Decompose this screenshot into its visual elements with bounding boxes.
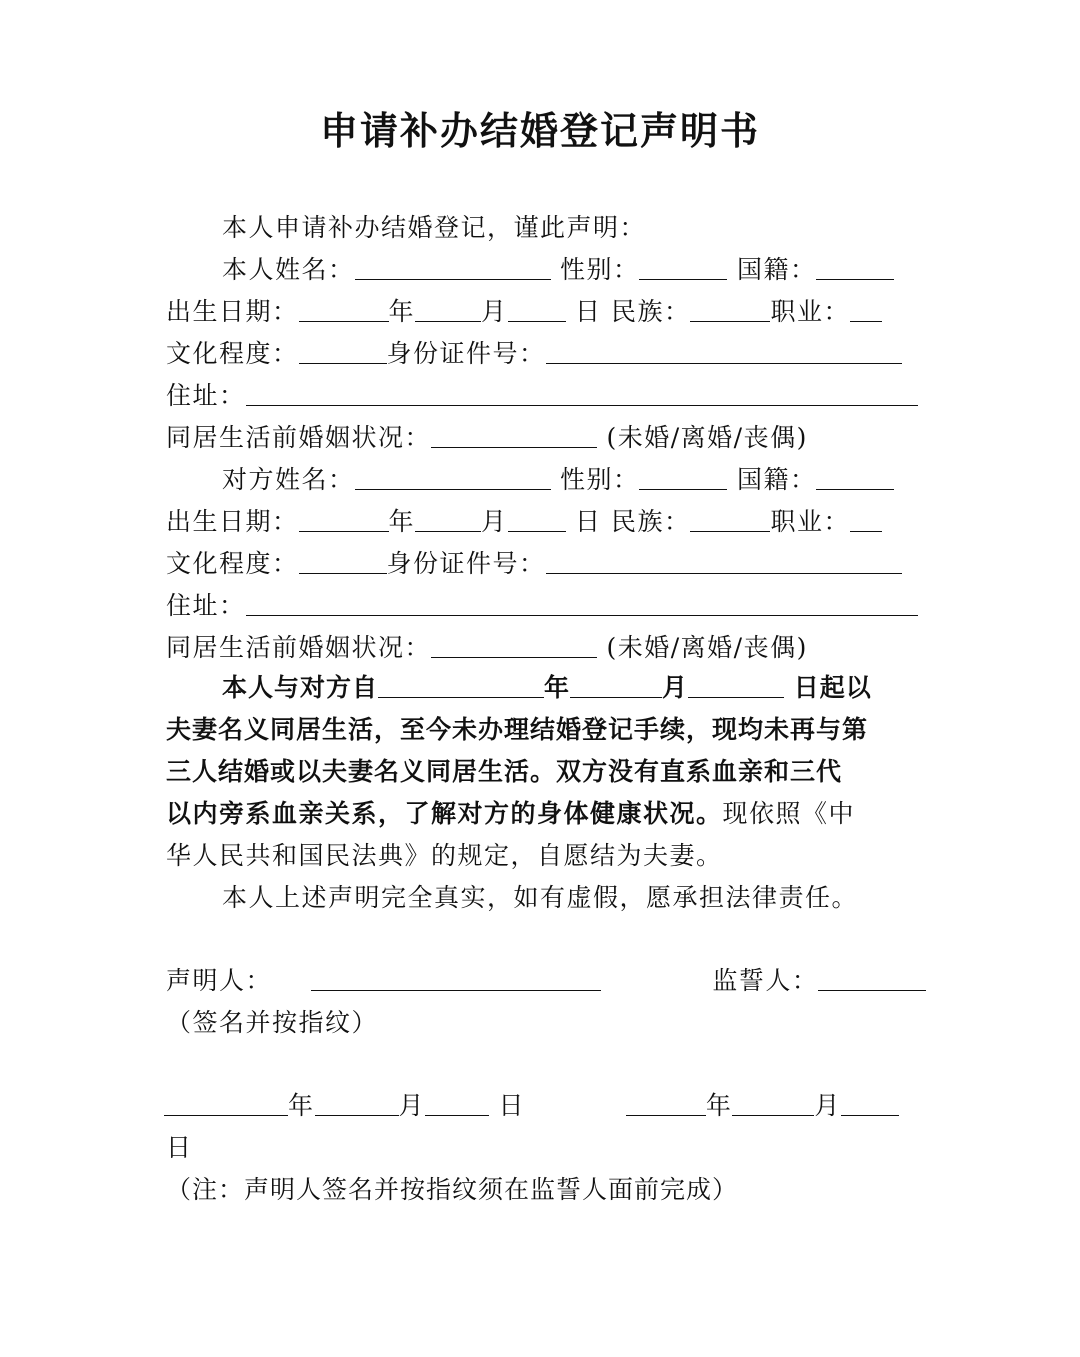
partner-name-blank[interactable] bbox=[355, 463, 551, 490]
cohabit-line-3: 三人结婚或以夫妻名义同居生活。双方没有直系血亲和三代 bbox=[166, 757, 843, 786]
supervisor-day-label: 日 bbox=[166, 1133, 193, 1162]
self-birth-year-blank[interactable] bbox=[299, 295, 389, 322]
self-education-label: 文化程度： bbox=[166, 339, 299, 368]
partner-month-label: 月 bbox=[481, 507, 508, 536]
cohabit-line-5: 华人民共和国民法典》的规定，自愿结为夫妻。 bbox=[166, 841, 723, 870]
partner-education-blank[interactable] bbox=[299, 547, 387, 574]
partner-birth-label: 出生日期： bbox=[166, 507, 299, 536]
cohabit-suffix: 日起以 bbox=[793, 673, 872, 702]
supervisor-label: 监誓人： bbox=[712, 966, 819, 995]
self-birth-month-blank[interactable] bbox=[415, 295, 481, 322]
declarant-signature-blank[interactable] bbox=[311, 964, 601, 991]
declarant-label: 声明人： bbox=[166, 966, 273, 995]
partner-id-blank[interactable] bbox=[546, 547, 902, 574]
partner-gender-blank[interactable] bbox=[639, 463, 727, 490]
partner-address-blank[interactable] bbox=[246, 589, 918, 616]
supervisor-year-blank[interactable] bbox=[626, 1089, 706, 1116]
partner-nationality-blank[interactable] bbox=[816, 463, 894, 490]
partner-nationality-label: 国籍： bbox=[736, 465, 817, 494]
partner-name-line bbox=[222, 459, 982, 501]
page-title: 申请补办结婚登记声明书 bbox=[319, 108, 760, 153]
cohabit-month-blank[interactable] bbox=[570, 671, 662, 698]
supervisor-day-line bbox=[166, 1127, 926, 1169]
partner-occupation-label: 职业： bbox=[770, 507, 850, 536]
signature-line bbox=[166, 960, 926, 1002]
partner-marital-line bbox=[166, 627, 926, 669]
declarant-year-blank[interactable] bbox=[164, 1089, 288, 1116]
partner-id-label: 身份证件号： bbox=[386, 549, 546, 578]
date-line bbox=[164, 1085, 924, 1127]
partner-address-line bbox=[166, 585, 926, 627]
partner-education-label: 文化程度： bbox=[166, 549, 299, 578]
self-id-blank[interactable] bbox=[546, 337, 902, 364]
self-name-label: 本人姓名： bbox=[222, 255, 355, 284]
self-ethnicity-label: 民族： bbox=[610, 297, 691, 326]
partner-address-label: 住址： bbox=[166, 591, 246, 620]
cohabit-year-blank[interactable] bbox=[378, 671, 544, 698]
cohabit-day-blank[interactable] bbox=[688, 671, 784, 698]
declarant-month-label: 月 bbox=[398, 1091, 426, 1120]
self-address-line bbox=[166, 375, 926, 417]
declarant-day-label: 日 bbox=[498, 1091, 525, 1120]
truth-statement: 本人上述声明完全真实，如有虚假，愿承担法律责任。 bbox=[222, 883, 859, 912]
self-birth-day-blank[interactable] bbox=[508, 295, 566, 322]
self-ethnicity-blank[interactable] bbox=[690, 295, 770, 322]
partner-ethnicity-label: 民族： bbox=[610, 507, 691, 536]
partner-gender-label: 性别： bbox=[559, 465, 640, 494]
declarant-year-label: 年 bbox=[288, 1091, 315, 1120]
cohabit-year-label: 年 bbox=[544, 673, 571, 702]
intro-text: 本人申请补办结婚登记，谨此声明： bbox=[222, 213, 647, 242]
self-occupation-blank[interactable] bbox=[850, 295, 882, 322]
cohabit-line-1 bbox=[222, 667, 982, 709]
cohabit-line-4-bold: 以内旁系血亲关系，了解对方的身体健康状况。 bbox=[166, 799, 723, 828]
self-education-line bbox=[166, 333, 926, 375]
partner-name-label: 对方姓名： bbox=[222, 465, 355, 494]
self-gender-label: 性别： bbox=[559, 255, 640, 284]
partner-day-label: 日 bbox=[575, 507, 602, 536]
self-name-blank[interactable] bbox=[355, 253, 551, 280]
partner-occupation-blank[interactable] bbox=[850, 505, 882, 532]
partner-birth-day-blank[interactable] bbox=[508, 505, 566, 532]
partner-marital-label: 同居生活前婚姻状况： bbox=[166, 633, 432, 662]
supervisor-month-blank[interactable] bbox=[732, 1089, 814, 1116]
self-nationality-blank[interactable] bbox=[816, 253, 894, 280]
cohabit-prefix: 本人与对方自 bbox=[222, 673, 379, 702]
self-birth-line bbox=[166, 291, 926, 333]
self-education-blank[interactable] bbox=[299, 337, 387, 364]
self-day-label: 日 bbox=[575, 297, 602, 326]
supervisor-year-label: 年 bbox=[705, 1091, 733, 1120]
self-id-label: 身份证件号： bbox=[386, 339, 546, 368]
sign-note: （签名并按指纹） bbox=[166, 1008, 379, 1037]
self-marital-blank[interactable] bbox=[431, 421, 597, 448]
supervisor-day-blank[interactable] bbox=[841, 1089, 899, 1116]
self-birth-label: 出生日期： bbox=[166, 297, 299, 326]
self-occupation-label: 职业： bbox=[770, 297, 850, 326]
cohabit-month-label: 月 bbox=[662, 673, 689, 702]
self-year-label: 年 bbox=[388, 297, 416, 326]
self-month-label: 月 bbox=[481, 297, 508, 326]
supervisor-month-label: 月 bbox=[814, 1091, 841, 1120]
cohabit-line-4 bbox=[166, 793, 926, 835]
cohabit-line-2: 夫妻名义同居生活，至今未办理结婚登记手续，现均未再与第 bbox=[166, 715, 869, 744]
supervisor-signature-blank[interactable] bbox=[818, 964, 926, 991]
partner-birth-year-blank[interactable] bbox=[299, 505, 389, 532]
partner-birth-line bbox=[166, 501, 926, 543]
self-nationality-label: 国籍： bbox=[736, 255, 817, 284]
partner-ethnicity-blank[interactable] bbox=[690, 505, 770, 532]
partner-birth-month-blank[interactable] bbox=[415, 505, 481, 532]
partner-year-label: 年 bbox=[388, 507, 416, 536]
intro-line bbox=[222, 207, 982, 249]
partner-marital-blank[interactable] bbox=[431, 631, 597, 658]
declarant-month-blank[interactable] bbox=[315, 1089, 399, 1116]
self-marital-label: 同居生活前婚姻状况： bbox=[166, 423, 432, 452]
self-address-label: 住址： bbox=[166, 381, 246, 410]
self-marital-options: (未婚/离婚/丧偶) bbox=[606, 423, 808, 452]
declarant-day-blank[interactable] bbox=[425, 1089, 489, 1116]
self-name-line bbox=[222, 249, 982, 291]
partner-education-line bbox=[166, 543, 926, 585]
self-address-blank[interactable] bbox=[246, 379, 918, 406]
partner-marital-options: (未婚/离婚/丧偶) bbox=[606, 633, 808, 662]
footnote: （注：声明人签名并按指纹须在监誓人面前完成） bbox=[166, 1175, 739, 1204]
self-gender-blank[interactable] bbox=[639, 253, 727, 280]
self-marital-line bbox=[166, 417, 926, 459]
cohabit-line-4-rest: 现依照《中 bbox=[722, 799, 856, 828]
